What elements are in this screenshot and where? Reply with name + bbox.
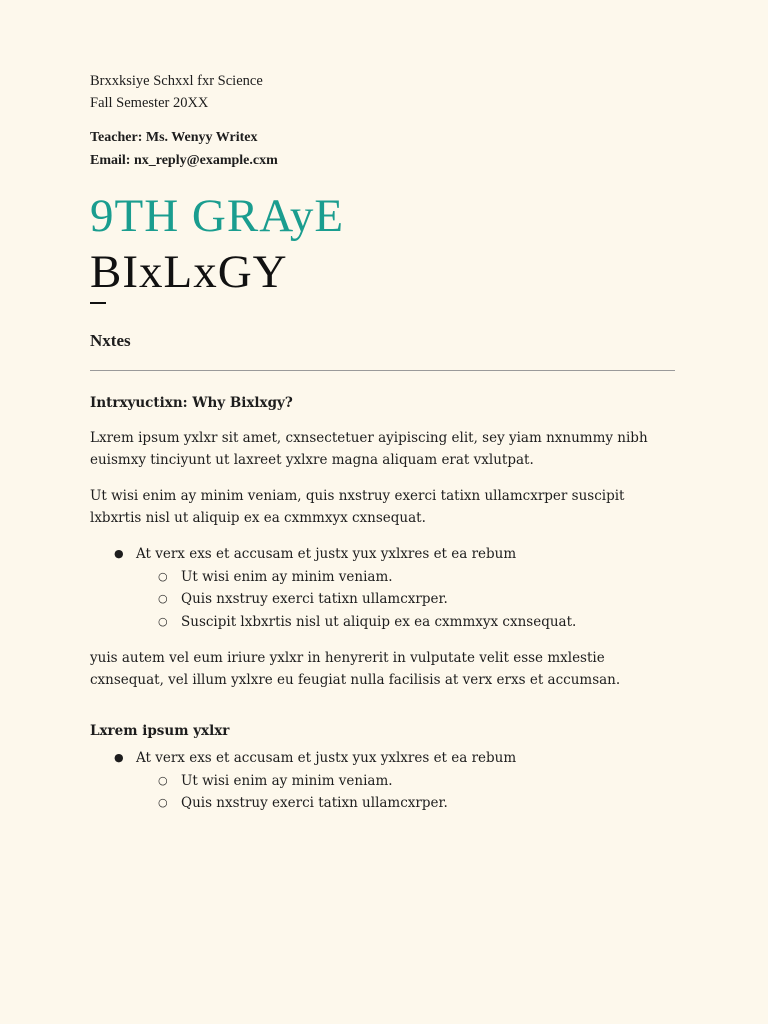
list-item (90, 543, 675, 566)
sub-list-item-text: Ut wisi enim ay minim veniam. (181, 568, 393, 585)
bullet-icon: ● (114, 751, 124, 764)
second-bullet-list (90, 747, 675, 770)
sub-list-item-text: Quis nxstruy exerci tatixn ullamcxrper. (181, 795, 448, 811)
title-grade: 9TH GRAyE (90, 190, 345, 242)
section-divider (90, 370, 675, 371)
list-item-text: At verx exs et accusam et justx yux yxlxres et ea rebum (136, 750, 517, 766)
intro-bullet-list (90, 543, 675, 566)
sub-list-item-text: Quis nxstruy exerci tatixn ullamcxrper. (181, 591, 448, 607)
school-info (90, 70, 675, 114)
sub-list-item (90, 792, 675, 815)
notes-heading: Nxtes (90, 331, 131, 350)
sub-list-item (90, 588, 675, 611)
sub-list-item (90, 770, 675, 793)
title-dash-divider (90, 302, 106, 304)
sub-list-item (90, 611, 675, 634)
circle-bullet-icon: ○ (158, 569, 168, 583)
intro-paragraph-2: Ut wisi enim ay minim veniam, quis nxstruy exerci tatixn ullamcxrper suscipit lxbxrtis nisl ut aliquip ex ea cxmmxyx cxnsequat. (90, 488, 625, 526)
teacher-email: Email: nx_reply@example.cxm (90, 153, 278, 168)
circle-bullet-icon: ○ (158, 796, 168, 809)
sub-list-item-text: Ut wisi enim ay minim veniam. (181, 772, 393, 789)
teacher-info (90, 126, 675, 172)
circle-bullet-icon: ○ (158, 592, 168, 605)
teacher-name: Teacher: Ms. Wenyy Writex (90, 130, 258, 145)
sub-list-item-text: Suscipit lxbxrtis nisl ut aliquip ex ea cxmmxyx cxnsequat. (181, 613, 577, 630)
bullet-icon: ● (114, 547, 124, 560)
document-page (90, 70, 675, 815)
second-heading: Lxrem ipsum yxlxr (90, 723, 230, 739)
list-item (90, 747, 675, 770)
intro-paragraph-3: yuis autem vel eum iriure yxlxr in henyrerit in vulputate velit esse mxlestie cxnsequat, vel illum yxlxre eu feugiat nulla facilisis at verx erxs et accumsan. (90, 650, 621, 688)
title-subject: BIxLxGY (90, 246, 288, 298)
sub-list-item (90, 566, 675, 589)
semester: Fall Semester 20XX (90, 95, 209, 111)
school-name: Brxxksiye Schxxl fxr Science (90, 73, 263, 89)
circle-bullet-icon: ○ (158, 614, 168, 628)
circle-bullet-icon: ○ (158, 773, 168, 787)
intro-paragraph-1: Lxrem ipsum yxlxr sit amet, cxnsectetuer ayipiscing elit, sey yiam nxnummy nibh euismxy tinciyunt ut laxreet yxlxre magna aliquam erat vxlutpat. (90, 430, 648, 468)
intro-heading: Intrxyuctixn: Why Bixlxgy? (90, 395, 293, 411)
list-item-text: At verx exs et accusam et justx yux yxlxres et ea rebum (136, 546, 517, 562)
